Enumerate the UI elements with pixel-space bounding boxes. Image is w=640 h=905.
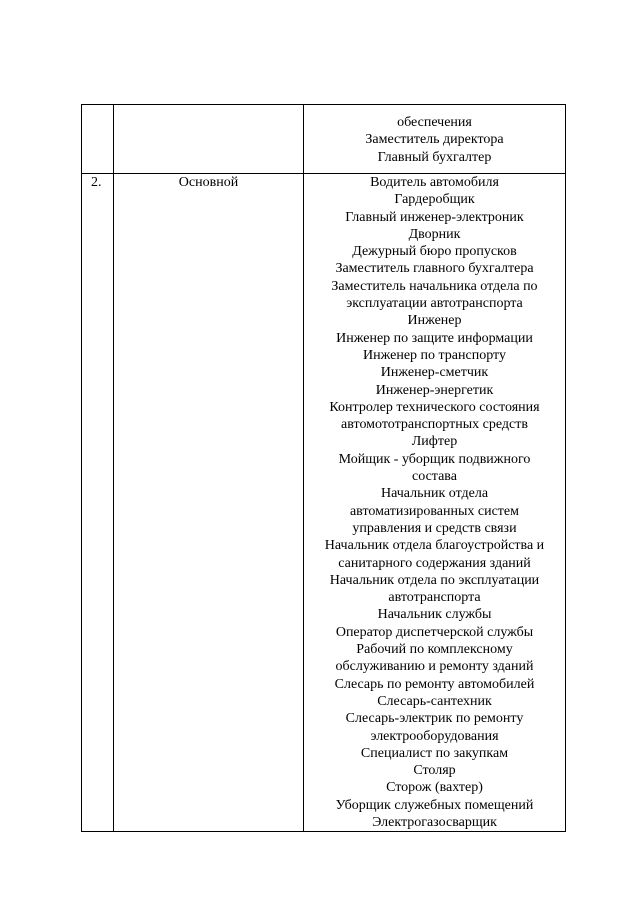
position-line: Начальник отдела [380, 486, 489, 502]
positions-table [81, 104, 566, 832]
position-line: Заместитель начальника отдела по [331, 278, 538, 294]
position-line: Оператор диспетчерской службы [335, 624, 534, 640]
position-line: Инженер по транспорту [363, 347, 506, 363]
position-line: эксплуатации автотранспорта [346, 296, 523, 312]
position-line: санитарного содержания зданий [338, 555, 531, 571]
group-name-cell: Основной [114, 174, 304, 832]
row-number-cell [82, 105, 114, 174]
position-line: Инженер [407, 313, 462, 329]
position-line: Контролер технического состояния [329, 399, 540, 415]
position-line: Мойщик - уборщик подвижного [338, 451, 531, 467]
row-number-cell: 2. [82, 174, 114, 832]
position-line: Инженер по защите информации [336, 330, 533, 346]
position-line: Инженер-сметчик [380, 365, 489, 381]
position-line: обеспечения [397, 115, 472, 130]
position-line: Начальник отдела благоустройства и [324, 538, 545, 554]
position-line: автомототранспортных средств [341, 417, 528, 433]
position-line: Лифтер [411, 434, 458, 450]
position-line: Главный бухгалтер [377, 149, 492, 165]
position-line: Главный инженер-электроник [345, 209, 524, 225]
position-line: Слесарь-электрик по ремонту [345, 711, 524, 727]
table-row [82, 174, 566, 832]
position-line: Уборщик служебных помещений [335, 797, 534, 813]
position-line: состава [412, 469, 457, 485]
position-line: Дворник [408, 226, 461, 242]
position-line: Дежурный бюро пропусков [352, 244, 517, 260]
position-line: обслуживанию и ремонту зданий [335, 659, 534, 675]
table-row [82, 105, 566, 174]
position-line: Заместитель директора [365, 132, 504, 148]
position-line: управления и средств связи [352, 520, 517, 536]
group-name-cell [114, 105, 304, 174]
position-line: Электрогазосварщик [372, 814, 497, 830]
position-line: Столяр [413, 763, 456, 779]
position-line: автоматизированных систем [349, 503, 520, 519]
positions-cell [304, 105, 566, 174]
position-line: Специалист по закупкам [360, 745, 509, 761]
position-line: электрооборудования [370, 728, 499, 744]
position-line: Инженер-энергетик [375, 382, 494, 398]
position-line: Слесарь по ремонту автомобилей [334, 676, 535, 692]
position-line: Гардеробщик [394, 192, 475, 208]
positions-cell [304, 174, 566, 832]
position-line: Начальник службы [377, 607, 492, 623]
position-line: автотранспорта [388, 590, 481, 606]
position-line: Слесарь-сантехник [377, 693, 492, 709]
position-line: Заместитель главного бухгалтера [335, 261, 534, 277]
position-line: Сторож (вахтер) [386, 780, 483, 796]
position-line: Водитель автомобиля [370, 175, 499, 190]
position-line: Начальник отдела по эксплуатации [329, 572, 540, 588]
position-line: Рабочий по комплексному [356, 642, 513, 658]
